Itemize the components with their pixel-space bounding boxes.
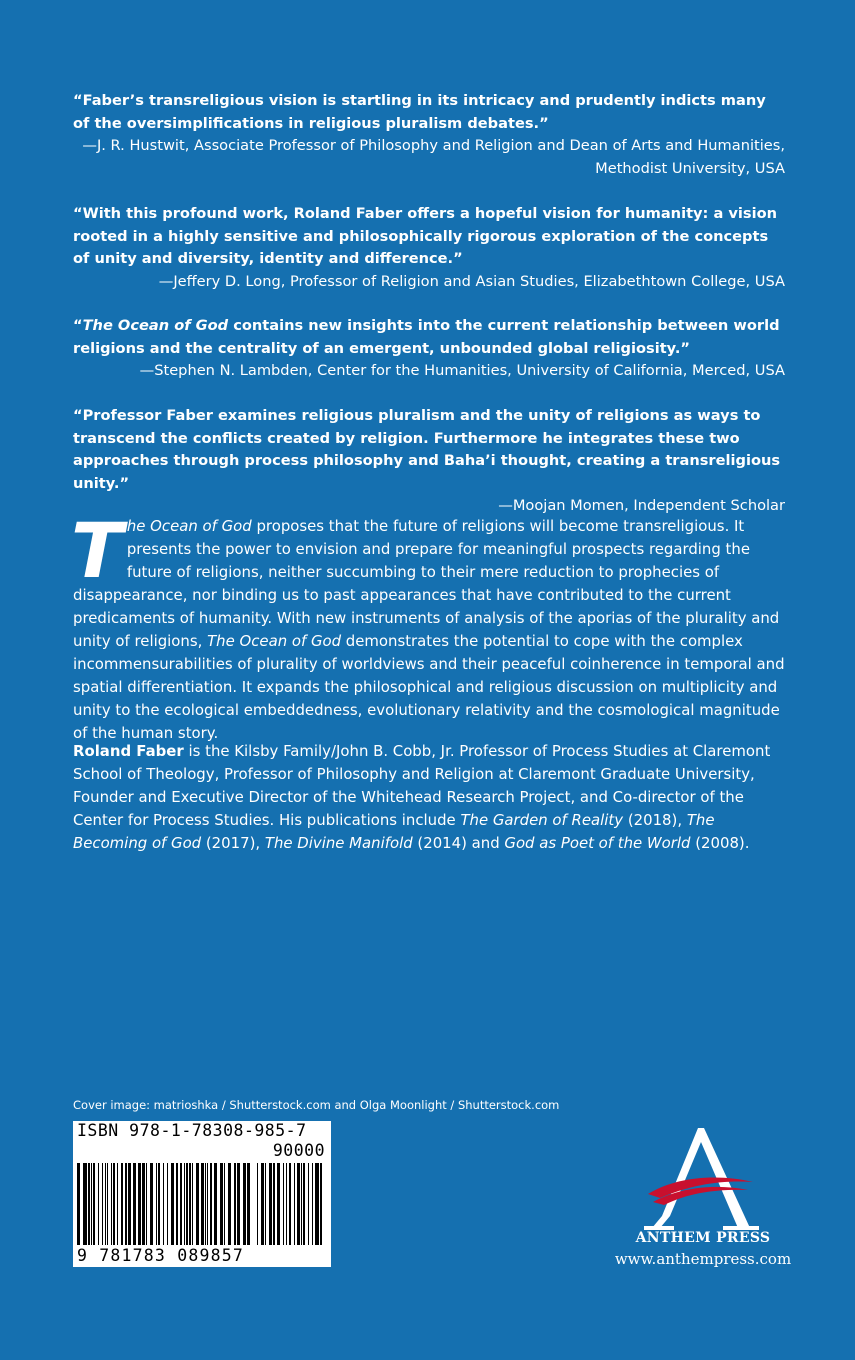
quote-text: “The Ocean of God contains new insights into the current relationship between world religions and the centrality of an emergent, unbounded global religiosity.” bbox=[73, 317, 780, 357]
barcode-bar bbox=[181, 1163, 182, 1245]
barcode-bar bbox=[128, 1163, 131, 1245]
barcode-bar bbox=[98, 1163, 99, 1245]
barcode-bar bbox=[105, 1163, 106, 1245]
barcode-bar bbox=[261, 1163, 264, 1245]
barcode-bar bbox=[83, 1163, 84, 1245]
barcode-bar bbox=[113, 1163, 115, 1245]
barcode-bar bbox=[158, 1163, 160, 1245]
barcode-bar bbox=[205, 1163, 206, 1245]
barcode-bar bbox=[303, 1163, 305, 1245]
barcode-bar bbox=[273, 1163, 275, 1245]
endorsement-quote-3 bbox=[73, 315, 785, 383]
publisher-website: www.anthempress.com bbox=[614, 1250, 792, 1268]
isbn-barcode bbox=[73, 1121, 331, 1267]
barcode-bar bbox=[196, 1163, 199, 1245]
barcode-bar bbox=[283, 1163, 284, 1245]
barcode-bar bbox=[277, 1163, 280, 1245]
barcode-addon-bars bbox=[257, 1163, 325, 1245]
barcode-bar bbox=[286, 1163, 287, 1245]
barcode-bar bbox=[297, 1163, 300, 1245]
barcode-bar bbox=[121, 1163, 122, 1245]
barcode-bar bbox=[180, 1163, 181, 1245]
endorsement-quote-4 bbox=[73, 405, 785, 518]
barcode-bar bbox=[201, 1163, 204, 1245]
barcode-bar bbox=[312, 1163, 313, 1245]
barcode-bar bbox=[192, 1163, 193, 1245]
quote-attribution: —Moojan Momen, Independent Scholar bbox=[498, 497, 785, 514]
book-description: The Ocean of God proposes that the future of religions will become transreligious. It presents the power to envision and prepare for meaningful prospects regarding the future of religions, neither succumbing to their mere reduction to prophecies of disappearance, nor binding us to past appearances that have contributed to the current predicaments of humanity. With new instruments of analysis of the aporias of the plurality and unity of religions, The Ocean of God demonstrates the potential to cope with the complex incommensurabilities of plurality of worldviews and their peaceful coinherence in temporal and spatial differentiation. It expands the philosophical and religious discussion on multiplicity and unity to the ecological embeddedness, evolutionary relativity and the cosmological magnitude of the human story. bbox=[71, 506, 785, 742]
barcode-bar bbox=[247, 1163, 250, 1245]
author-name: Roland Faber bbox=[73, 742, 184, 760]
barcode-bar bbox=[142, 1163, 145, 1245]
barcode-bar bbox=[146, 1163, 147, 1245]
barcode-bar bbox=[88, 1163, 90, 1245]
barcode-bar bbox=[320, 1163, 321, 1245]
quote-attribution: —J. R. Hustwit, Associate Professor of Philosophy and Religion and Dean of Arts and Humanities, Methodist University, USA bbox=[82, 137, 785, 177]
barcode-bars bbox=[77, 1163, 253, 1245]
barcode-bar bbox=[176, 1163, 177, 1245]
barcode-bar bbox=[234, 1163, 236, 1245]
quote-text: “Faber’s transreligious vision is startling in its intricacy and prudently indicts many of the oversimplifications in religious pluralism debates.” bbox=[73, 92, 766, 132]
endorsement-quote-1 bbox=[73, 90, 785, 180]
barcode-bar bbox=[122, 1163, 123, 1245]
barcode-bar bbox=[308, 1163, 309, 1245]
barcode-bar bbox=[102, 1163, 103, 1245]
book-title: he Ocean of God bbox=[126, 517, 252, 535]
barcode-bar bbox=[93, 1163, 95, 1245]
author-bio: Roland Faber is the Kilsby Family/John B. Cobb, Jr. Professor of Process Studies at Claremont School of Theology, Professor of Philosophy and Religion at Claremont Graduate University, Founder and Executive Director of the Whitehead Research Project, and Co-director of the Center for Process Studies. His publications include The Garden of Reality (2018), The Becoming of God (2017), The Divine Manifold (2014) and God as Poet of the World (2008). bbox=[73, 742, 771, 852]
barcode-bar bbox=[107, 1163, 108, 1245]
endorsement-quote-2 bbox=[73, 203, 785, 293]
quote-attribution: —Jeffery D. Long, Professor of Religion and Asian Studies, Elizabethtown College, USA bbox=[158, 272, 785, 290]
quote-attribution: —Stephen N. Lambden, Center for the Humanities, University of California, Merced, USA bbox=[139, 362, 785, 379]
barcode-bar bbox=[171, 1163, 174, 1245]
barcode-bar bbox=[315, 1163, 317, 1245]
barcode-bar bbox=[84, 1163, 87, 1245]
barcode-bar bbox=[187, 1163, 188, 1245]
barcode-bar bbox=[265, 1163, 266, 1245]
barcode-bar bbox=[184, 1163, 185, 1245]
barcode-bar bbox=[156, 1163, 157, 1245]
barcode-bar bbox=[243, 1163, 246, 1245]
barcode-bar bbox=[117, 1163, 118, 1245]
barcode-bar bbox=[138, 1163, 141, 1245]
cover-image-credit: Cover image: matrioshka / Shutterstock.com and Olga Moonlight / Shutterstock.com bbox=[73, 1098, 560, 1112]
barcode-bar bbox=[163, 1163, 164, 1245]
drop-cap: T bbox=[71, 506, 123, 595]
barcode-bar bbox=[167, 1163, 168, 1245]
book-title: The Ocean of God bbox=[82, 317, 229, 334]
publisher-name: ANTHEM PRESS bbox=[635, 1230, 771, 1246]
barcode-bar bbox=[214, 1163, 217, 1245]
barcode-digits: 9 781783 089857 bbox=[77, 1246, 245, 1265]
barcode-bar bbox=[91, 1163, 92, 1245]
book-title: The Ocean of God bbox=[207, 632, 342, 650]
quote-text: “Professor Faber examines religious pluralism and the unity of religions as ways to transcend the conflicts created by religion. Furthermore he integrates these two approaches through process philosophy and Baha’i thought, creating a transreligious unity.” bbox=[73, 407, 781, 492]
barcode-bar bbox=[186, 1163, 187, 1245]
barcode-bar bbox=[294, 1163, 295, 1245]
barcode-bar bbox=[301, 1163, 302, 1245]
barcode-bar bbox=[133, 1163, 136, 1245]
barcode-bar bbox=[77, 1163, 80, 1245]
barcode-bar bbox=[125, 1163, 127, 1245]
barcode-bar bbox=[321, 1163, 322, 1245]
price-code: 90000 bbox=[272, 1141, 325, 1160]
barcode-bar bbox=[177, 1163, 178, 1245]
barcode-bar bbox=[150, 1163, 153, 1245]
barcode-bar bbox=[289, 1163, 291, 1245]
barcode-bar bbox=[111, 1163, 112, 1245]
barcode-bar bbox=[257, 1163, 258, 1245]
barcode-bar bbox=[224, 1163, 225, 1245]
barcode-bar bbox=[237, 1163, 240, 1245]
barcode-bar bbox=[207, 1163, 208, 1245]
barcode-bar bbox=[189, 1163, 191, 1245]
barcode-bar bbox=[210, 1163, 212, 1245]
quote-text: “With this profound work, Roland Faber offers a hopeful vision for humanity: a vision rooted in a highly sensitive and philosophically rigorous exploration of the concepts of unity and diversity, identity and difference.” bbox=[73, 205, 778, 267]
isbn-label: ISBN 978-1-78308-985-7 bbox=[77, 1121, 307, 1140]
barcode-bar bbox=[269, 1163, 272, 1245]
barcode-bar bbox=[317, 1163, 319, 1245]
barcode-bar bbox=[220, 1163, 223, 1245]
barcode-bar bbox=[228, 1163, 231, 1245]
